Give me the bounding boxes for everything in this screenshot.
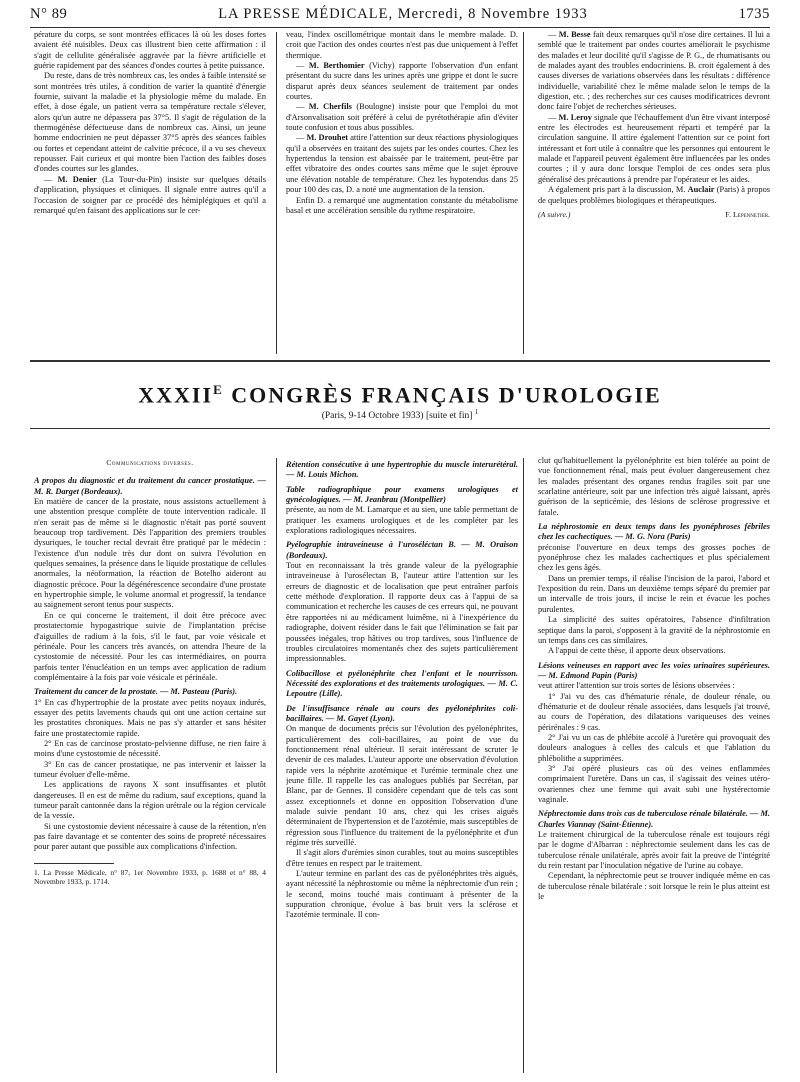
signature-line xyxy=(538,210,770,220)
speaker-name: M. Leroy xyxy=(558,112,592,122)
title-superscript: E xyxy=(213,382,224,397)
speaker-name: M. Cherfils xyxy=(308,102,352,112)
paragraph: On manque de documents précis sur l'évolution des pyélonéphrites, particulièrement des coli-bacillaires, au point de vue du fonctionnement rénal ultérieur. Il serait intéressant de scruter le devenir de ces malades. L'auteur apporte une observation d'évolution rapide vers la néphrite azotémique et l'urémie terminale chez une jeune fille. Il rappelle les cas analogues publiés par Secrétan, par Blanc, par de Gennes. Il considère cependant que de tels cas sont assez exceptionnels et donne en opposition l'observation d'une malade suivie pendant 10 ans, chez qui les crises aiguës déterminaient de l'hypertension et de l'azotémie, mais susceptibles de régression sous l'influence du traitement de la pyélonéphrite et d'un régime très surveillé. xyxy=(286,724,518,848)
column-divider xyxy=(276,32,277,354)
column-divider xyxy=(523,458,524,1073)
paragraph: clut qu'habituellement la pyélonéphrite est bien tolérée au point de vue fonctionnement rénal, mais peut évoluer dangereusement chez les malades présentant des organes rendus fragiles soit par une scarlatine antérieure, soit par une infection très aiguë laissant, après guérison de la septicémie, des lésions de sclérose progressive et fatale. xyxy=(538,456,770,517)
paragraph-text: (La Tour-du-Pin) insiste sur quelques détails d'application, physiques et cliniques. Il signale entre autres qu'il a l'occasion de soigner par ce procédé des hémiplégiques et qu'il a remarqué qu'en faisant des applications sur le cer- xyxy=(34,174,266,215)
title-rule xyxy=(30,428,770,429)
bottom-column-1 xyxy=(34,456,266,1078)
header-rule xyxy=(30,27,770,28)
subtitle-text: (Paris, 9-14 Octobre 1933) [suite et fin] xyxy=(321,411,473,422)
congress-title xyxy=(30,382,770,408)
paragraph: Tout en reconnaissant la très grande valeur de la pyélographie intraveineuse à l'urosélectan B, l'auteur attire l'attention sur les erreurs de diagnostic et de localisation que peut entraîner parfois cette méthode d'exploration. Il rapporte deux cas à l'appui de sa communication et recherche les causes de ces erreurs qui, ne pouvant être rapportées ni au médicament luimême, ni à l'inexpérience du radiographe, doivent résider dans le fait que l'élimination se fait par poussées inégales, trop hâtives ou trop tardives, sous l'influence de troubles circulatoires momentanés chez des sujets particulièrement impressionnables. xyxy=(286,561,518,664)
paragraph-text: A également pris part à la discussion, M. xyxy=(548,185,686,195)
speaker-name: M. Berthomier xyxy=(308,61,365,71)
author-signature: F. Lepennetier. xyxy=(725,209,770,219)
paragraph: 3° En cas de cancer prostatique, ne pas intervenir et laisser la tumeur évoluer d'elle-même. xyxy=(34,759,266,779)
paragraph: Cependant, la néphrectomie peut se trouver indiquée même en cas de tuberculose rénale bilatérale : soit lorsque le rein le plus atteint est le xyxy=(538,871,770,902)
paragraph-text: (Boulogne) insiste pour que l'emploi du mot d'Arsonvalisation soit préféré à celui de pyrétothérapie afin d'éviter toute confusion et tous abus possibles. xyxy=(286,102,518,133)
paragraph xyxy=(538,185,770,206)
top-column-2 xyxy=(286,30,518,358)
paragraph-text: signale que l'échauffement d'un être vivant interposé entre les électrodes est heureusement réparti et tempéré par la circulation sanguine. Il attire également l'attention sur ce point fort intéressant et fort utile à connaître que les personnes qui entourent le malade et l'appareil peuvent également être influencées par les ondes courtes ; il y aura donc lorsque l'emploi de ces ondes sera plus généralisé des précautions à prendre par l'opérateur et les aides. xyxy=(538,112,770,184)
congress-subtitle xyxy=(30,408,770,421)
bottom-column-3 xyxy=(538,456,770,1078)
paragraph: Il s'agit alors d'urémies sinon curables, tout au moins susceptibles d'être tenues en respect par le traitement. xyxy=(286,848,518,868)
to-be-continued: (A suivre.) xyxy=(538,209,571,219)
paragraph: 1° J'ai vu des cas d'hématurie rénale, de douleur rénale, ou d'hématurie et de douleur rénale associées, dans lesquels j'ai trouvé, au cours de l'opération, des dilatations variqueuses des veines périrénales : 9 cas. xyxy=(538,691,770,732)
paragraph: veau, l'index oscillométrique montait dans le membre malade. D. croit que l'action des ondes courtes n'est pas due uniquement à l'effet thermique. xyxy=(286,30,518,60)
top-columns xyxy=(34,30,770,358)
communication-heading: Table radiographique pour examens urologiques et gynécologiques. — M. Jeanbrau (Montpellier) xyxy=(286,484,518,505)
communication-heading: A propos du diagnostic et du traitement du cancer prostatique. — M. R. Darget (Bordeaux). xyxy=(34,476,266,496)
paragraph: — M. Leroy signale que l'échauffement d'un être vivant interposé entre les électrodes est heureusement réparti et tempéré par la circulation sanguine. Il attire également l'attention sur ce point fort intéressant et fort utile à connaître que les personnes qui entourent le malade et l'appareil peuvent également être influencées par les ondes courtes ; il y aura donc lorsque l'emploi de ces ondes sera plus généralisé des précautions à prendre par l'opérateur et les aides. xyxy=(538,112,770,184)
paragraph: Si une cystostomie devient nécessaire à cause de la rétention, n'en pas faire davantage et se contenter des soins de propreté nécessaires pour parer autant que possible aux complications d'infection. xyxy=(34,821,266,852)
speaker-name: M. Denier xyxy=(57,174,97,184)
paragraph: 3° J'ai opéré plusieurs cas où des veines enflammées comprimaient l'uretère. Dans un cas, il s'agissait des veines utéro-ovariennes chez une femme qui avait subi une hystérectomie vaginale. xyxy=(538,763,770,804)
paragraph: Les applications de rayons X sont insuffisantes et plutôt dangereuses. Il en est de même du radium, sauf exceptions, quand la tumeur paraît cantonnée dans la région urétrale ou la région cervicale de la vessie. xyxy=(34,780,266,821)
paragraph: — M. Drouhet attire l'attention sur deux réactions physiologiques qu'il a observées en traitant des sujets par les ondes courtes. Chez les hypertendus la tension est abaissée par le traitement, peut-être par effet vibratoire des ondes courtes sans même que le sujet éprouve une élévation notable de température. Chez les hypotendus dans 25 pour 100 des cas, D. a noté une augmentation de la tension. xyxy=(286,133,518,195)
paragraph: En ce qui concerne le traitement, il doit être précoce avec prostatectomie hypogastrique suivie de l'implantation précise d'aiguilles de radium à la fois, s'il le faut, par voie vésicale et périnéale. Pour les cancers très avancés, on attendra l'heure de la cystostomie de nécessité. Pour les cas intermédiaires, on pourra parfois tenter l'énucléation en un temps avec application de radium complémentaire à la fois par voie vésicale et périnéale. xyxy=(34,610,266,682)
paragraph: 2° En cas de carcinose prostato-pelvienne diffuse, ne rien faire à moins d'une cystostomie de nécessité. xyxy=(34,738,266,759)
paragraph: A l'appui de cette thèse, il apporte deux observations. xyxy=(548,646,726,656)
paragraph: La simplicité des suites opératoires, l'absence d'infiltration septique dans la paroi, s'opposent à la gravité de la néphrostomie en un temps dans ces cas similaires. xyxy=(538,615,770,645)
paragraph: pérature du corps, se sont montrées efficaces là où les doses fortes avaient été nuisibles. Deux cas illustrent bien cette affirmation : il s'agit de cellulite généralisée aggravée par la fièvre artificielle et guérie rapidement par des séances d'ondes courtes à petite puissance. xyxy=(34,30,266,71)
communication-heading: Néphrectomie dans trois cas de tuberculose rénale bilatérale. — M. Charles Viannay (Saint-Étienne). xyxy=(538,809,770,829)
paragraph-text: attire l'attention sur deux réactions physiologiques qu'il a observées en traitant des sujets par les ondes courtes. Chez les hypertendus la tension est abaissée par le traitement, peut-être par effet vibratoire des ondes courtes sans même que le sujet éprouve une élévation notable de température. Chez les hypotendus dans 25 pour 100 des cas, D. a noté une augmentation de la tension. xyxy=(286,133,518,195)
paragraph: — M. Besse fait deux remarques qu'il n'ose dire certaines. Il lui a semblé que le traitement par ondes courtes améliorait le psychisme des malades et leur docilité qu'il s'agisse de P. G., de rhumatisants ou de malades ayant des troubles endocriniens. B. croit également à des causes diverses de variations observées dans les résultats : différence individuelle, variabilité chez le même malade selon le temps de la digestion, etc. ; des recherches sur ces causes modificatrices devront donc faire l'objet de recherches sérieuses. xyxy=(538,30,770,112)
paragraph: En matière de cancer de la prostate, nous assistons actuellement à une abstention presque complète de toute intervention radicale. Il n'en serait pas de même si le diagnostic n'était pas porté souvent beaucoup trop tardivement. Dès l'apparition des premiers troubles dysuriques, le toucher rectal devrait être pratiqué par le médecin : l'existence d'un nodule très dur dont on suivra l'évolution en quelques semaines, la présence dans le liquide prostatique de cellules anormales, la néoformation, la réaction de Botelho aideront au diagnostic précoce. Pour la dégénérescence secondaire d'une prostate en hypertrophie simple, le volume anormal et progressif, la tendance au saignement seront tenus pour suspects. xyxy=(34,497,266,610)
communication-heading: Rétention consécutive à une hypertrophie du muscle interurétéral. — M. Louis Michon. xyxy=(286,460,518,480)
paragraph: L'auteur termine en parlant des cas de pyélonéphrites très aiguës, ayant nécessité la néphrostomie ou même la néphrectomie d'un rein ; le second, moins touché mais continuant à présenter de la suppuration chronique, évolue à bas bruit vers la sclérose et l'azotémie terminale. Il con- xyxy=(286,869,518,920)
paragraph: — M. Denier (La Tour-du-Pin) insiste sur quelques détails d'application, physiques et cliniques. Il signale entre autres qu'il a l'occasion de soigner par ce procédé des hémiplégiques et qu'il a remarqué qu'en faisant des applications sur le cer- xyxy=(34,174,266,215)
title-text: CONGRÈS FRANÇAIS D'UROLOGIE xyxy=(223,382,662,408)
title-numeral: XXXII xyxy=(138,382,214,408)
speaker-name: Auclair xyxy=(687,185,715,195)
communication-heading: Pyélographie intraveineuse à l'uroséléctan B. — M. Oraison (Bordeaux). xyxy=(286,540,518,560)
section-rule xyxy=(30,360,770,362)
paragraph: préconise l'ouverture en deux temps des grosses poches de pyonéphrose chez les malades cachectiques et plus spécialement chez les gens âgés. xyxy=(538,542,770,573)
paragraph: présente, au nom de M. Lamarque et au sien, une table permettant de pratiquer les examens urologiques et de les compléter par les explorations radiologiques nécessaires. xyxy=(286,505,518,536)
paragraph: — M. Cherfils (Boulogne) insiste pour que l'emploi du mot d'Arsonvalisation soit préféré à celui de pyrétothérapie afin d'éviter toute confusion et tous abus possibles. xyxy=(286,102,518,133)
section-heading: Communications diverses. xyxy=(106,458,194,467)
footnote: 1. La Presse Médicale, n° 87, 1er Novembre 1933, p. 1688 et n° 88, 4 Novembre 1933, p. 1714. xyxy=(34,867,266,886)
top-column-1 xyxy=(34,30,266,358)
communication-heading: La néphrostomie en deux temps dans les pyonéphroses fébriles chez les cachectiques. — M. G. Nora (Paris) xyxy=(538,522,770,542)
communication-heading: Lésions veineuses en rapport avec les voies urinaires supérieures. — M. Edmond Papin (Paris) xyxy=(538,660,770,680)
page-number: 1735 xyxy=(738,6,770,22)
page-header xyxy=(30,6,770,26)
journal-title: LA PRESSE MÉDICALE, Mercredi, 8 Novembre 1933 xyxy=(218,6,588,22)
paragraph: — M. Berthomier (Vichy) rapporte l'observation d'un enfant présentant du sucre dans les urines après une grippe et dont le sucre disparut après deux séances seulement de traitement par ondes courtes. xyxy=(286,61,518,102)
paragraph-text: (Vichy) rapporte l'observation d'un enfant présentant du sucre dans les urines après une grippe et dont le sucre disparut après deux séances seulement de traitement par ondes courtes. xyxy=(286,61,518,102)
issue-number: N° 89 xyxy=(30,6,68,22)
bottom-columns xyxy=(34,456,770,1078)
speaker-name: M. Drouhet xyxy=(306,133,349,143)
communication-heading: Traitement du cancer de la prostate. — M. Pasteau (Paris). xyxy=(34,687,238,697)
communication-heading: Colibacillose et pyélonéphrite chez l'enfant et le nourrisson. Nécessité des explorations et des traitements urologiques. — M. C. Lepoutre (Lille). xyxy=(286,668,518,699)
column-divider xyxy=(276,458,277,1073)
speaker-name: M. Besse xyxy=(558,30,591,39)
paragraph-text: fait deux remarques qu'il n'ose dire certaines. Il lui a semblé que le traitement par ondes courtes améliorait le psychisme des malades et leur docilité qu'il s'agisse de P. G., de rhumatisants ou de malades ayant des troubles endocriniens. B. croit également à des causes diverses de variations observées dans les résultats : différence individuelle, variabilité chez le même malade selon le temps de la digestion, etc. ; des recherches sur ces causes modificatrices devront donc faire l'objet de recherches sérieuses. xyxy=(538,30,770,112)
paragraph: veut attirer l'attention sur trois sortes de lésions observées : xyxy=(538,681,735,691)
bottom-column-2 xyxy=(286,456,518,1078)
paragraph: Dans un premier temps, il réalise l'incision de la paroi, l'abord et l'exposition du rein. Dans un deuxième temps séparé du premier par un intervalle de trois jours, il incise le rein et évacue les poches purulentes. xyxy=(538,573,770,614)
paragraph: Le traitement chirurgical de la tuberculose rénale est toujours régi par le dogme d'Albarran : néphrectomie seulement dans les cas de tuberculose rénale unilatérale, après avoir fait la preuve de l'intégrité du rein restant par l'inoculation négative de l'urine au cobaye. xyxy=(538,830,770,871)
paragraph-text: (Paris) à propos de quelques problèmes biologiques et thérapeutiques. xyxy=(538,185,770,205)
paragraph: 2° J'ai vu un cas de phlébite accolé à l'uretère qui provoquait des douleurs analogues à celles des calculs et que l'ablation du phlébolithe a supprimées. xyxy=(538,732,770,763)
footnote-marker: 1 xyxy=(474,408,479,416)
paragraph: Enfin D. a remarqué une augmentation constante du métabolisme basal et une accélération sensible du rythme respiratoire. xyxy=(286,195,518,215)
communication-heading: De l'insuffisance rénale au cours des pyélonéphrites coli-bacillaires. — M. Gayet (Lyon). xyxy=(286,703,518,723)
paragraph: Du reste, dans de très nombreux cas, les ondes à faible intensité se sont montrées très utiles, à condition de varier la quantité d'énergie fournie, suivant la maladie et la physiologie même du malade. En effet, à dose égale, un patient verra sa température rectale s'élever, alors qu'un autre ne dépassera pas 37°5. Il s'agit de régulation de la thermogénèse défectueuse dans de nombreux cas. Ainsi, un jeune homme endocrinien ne peut dépasser 37°5 après des séances faibles ou fortes et cependant atteint de calvitie précoce, il a vu ses cheveux repousser. Fait curieux et qui montre bien l'action des faibles doses d'ondes courtes sur les glandes. xyxy=(34,71,266,174)
paragraph: 1° En cas d'hypertrophie de la prostate avec petits noyaux indurés, essayer des petits lavements chauds qui ont une action certaine sur les prostatites chroniques. Mais ne pas s'y attarder et sans hésiter faire une prostatectomie rapide. xyxy=(34,697,266,738)
column-divider xyxy=(523,32,524,354)
top-column-3 xyxy=(538,30,770,358)
footnote-rule xyxy=(34,863,114,864)
